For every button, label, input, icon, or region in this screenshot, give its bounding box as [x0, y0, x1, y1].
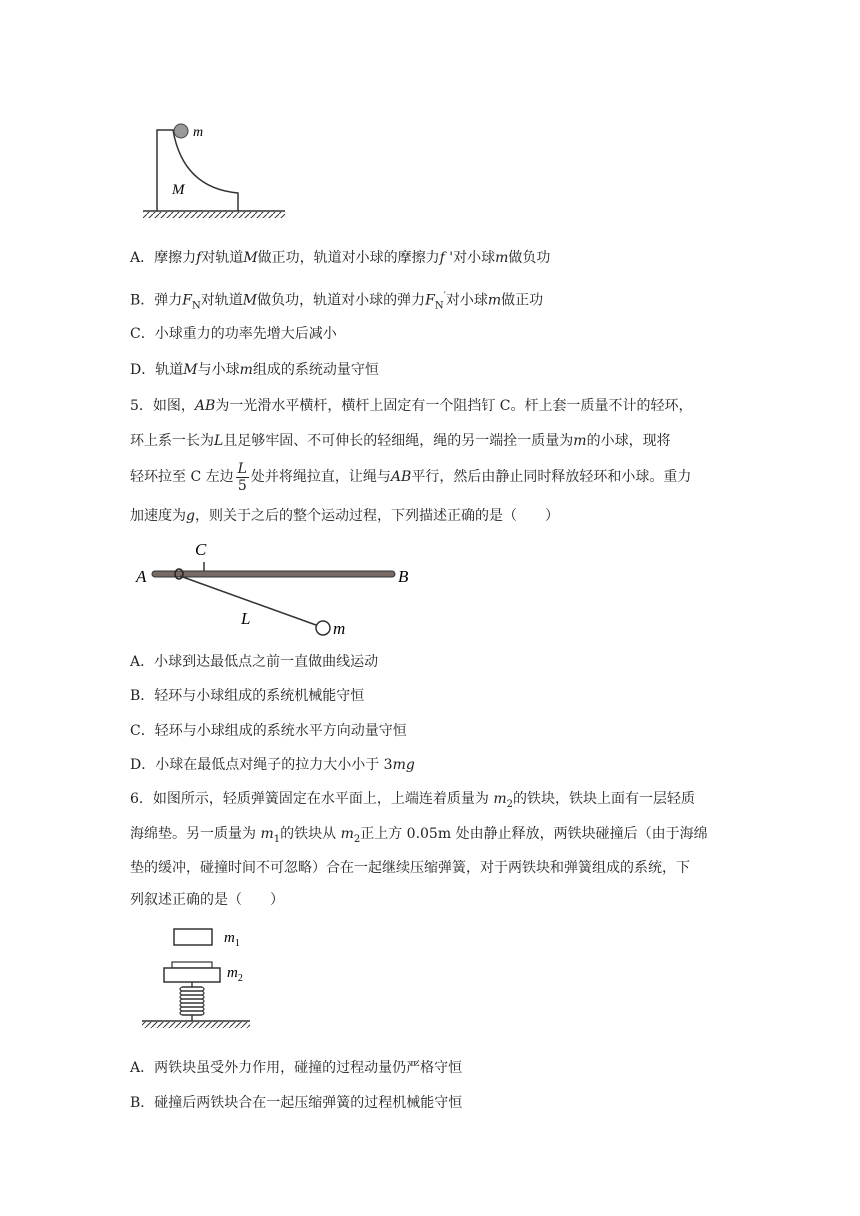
- q6-stem-line4: 列叙述正确的是（ ）: [130, 892, 284, 908]
- q4-option-a: A．摩擦力f对轨道M做正功，轨道对小球的摩擦力f '对小球m做负功: [130, 250, 551, 266]
- q6-stem-line2: 海绵垫。另一质量为 $m_1$的铁块从 $m_2$正上方 0.05m 处由静止释放，两铁块碰撞后（由于海绵: [130, 826, 708, 845]
- ball-m: [316, 621, 330, 635]
- q5-stem-line2: 环上系一长为L且足够牢固、不可伸长的轻细绳，绳的另一端拴一质量为m的小球，现将: [130, 433, 671, 449]
- q6-option-b: B．碰撞后两铁块合在一起压缩弹簧的过程机械能守恒: [130, 1095, 463, 1111]
- rod-figure: [135, 538, 425, 638]
- ground-hatch: [142, 1022, 250, 1028]
- q6-option-a: A．两铁块虽受外力作用，碰撞的过程动量仍严格守恒: [130, 1060, 463, 1076]
- q5-stem-line4: 加速度为g，则关于之后的整个运动过程，下列描述正确的是（ ）: [130, 508, 559, 524]
- q4-option-d: D．轨道M与小球m组成的系统动量守恒: [130, 362, 379, 378]
- spring: [182, 982, 202, 1021]
- ball: [174, 124, 188, 138]
- label-m: m: [193, 125, 204, 140]
- q6-stem-line3: 垫的缓冲，碰撞时间不可忽略）合在一起继续压缩弹簧，对于两铁块和弹簧组成的系统，下: [130, 860, 690, 876]
- label-m2: $m_2$: [227, 965, 243, 984]
- q5-stem-line1: 5．如图，AB为一光滑水平横杆，横杆上固定有一个阻挡钉 C。杆上套一质量不计的轻环，: [130, 398, 693, 414]
- q4-option-c: C．小球重力的功率先增大后减小: [130, 326, 337, 342]
- ground-hatch: [143, 212, 285, 218]
- label-B: B: [398, 567, 409, 586]
- spring-figure: [140, 925, 280, 1040]
- q6-stem-line1: 6．如图所示，轻质弹簧固定在水平面上，上端连着质量为 $m_2$的铁块，铁块上面有一层轻质: [130, 791, 696, 810]
- fraction-L-over-5: $\frac{L}{5}$: [237, 460, 247, 494]
- track-block: [157, 130, 238, 211]
- q5-option-d: D．小球在最低点对绳子的拉力大小小于 3mg: [130, 757, 415, 773]
- label-A: A: [136, 567, 147, 586]
- sponge-pad: [172, 962, 212, 968]
- q5-option-a: A．小球到达最低点之前一直做曲线运动: [130, 654, 379, 670]
- q4-option-b: B．弹力$F_N$对轨道M做负功，轨道对小球的弹力$F_N'$对小球m做正功: [130, 291, 544, 312]
- label-L: L: [241, 609, 251, 628]
- label-m: m: [333, 619, 346, 638]
- track-figure: [135, 118, 295, 218]
- label-m1: $m_1$: [224, 930, 240, 949]
- q5-stem-line3: 轻环拉至 C 左边 $\frac{L}{5}$ 处并将绳拉直，让绳与AB平行，然后由静止同时释放轻环和小球。重力: [130, 460, 692, 494]
- block-m1: [174, 929, 212, 945]
- rod: [152, 571, 395, 577]
- label-C: C: [195, 540, 207, 559]
- q5-option-c: C．轻环与小球组成的系统水平方向动量守恒: [130, 723, 407, 739]
- label-M: M: [172, 182, 185, 198]
- block-m2: [164, 968, 220, 982]
- q5-option-b: B．轻环与小球组成的系统机械能守恒: [130, 688, 365, 704]
